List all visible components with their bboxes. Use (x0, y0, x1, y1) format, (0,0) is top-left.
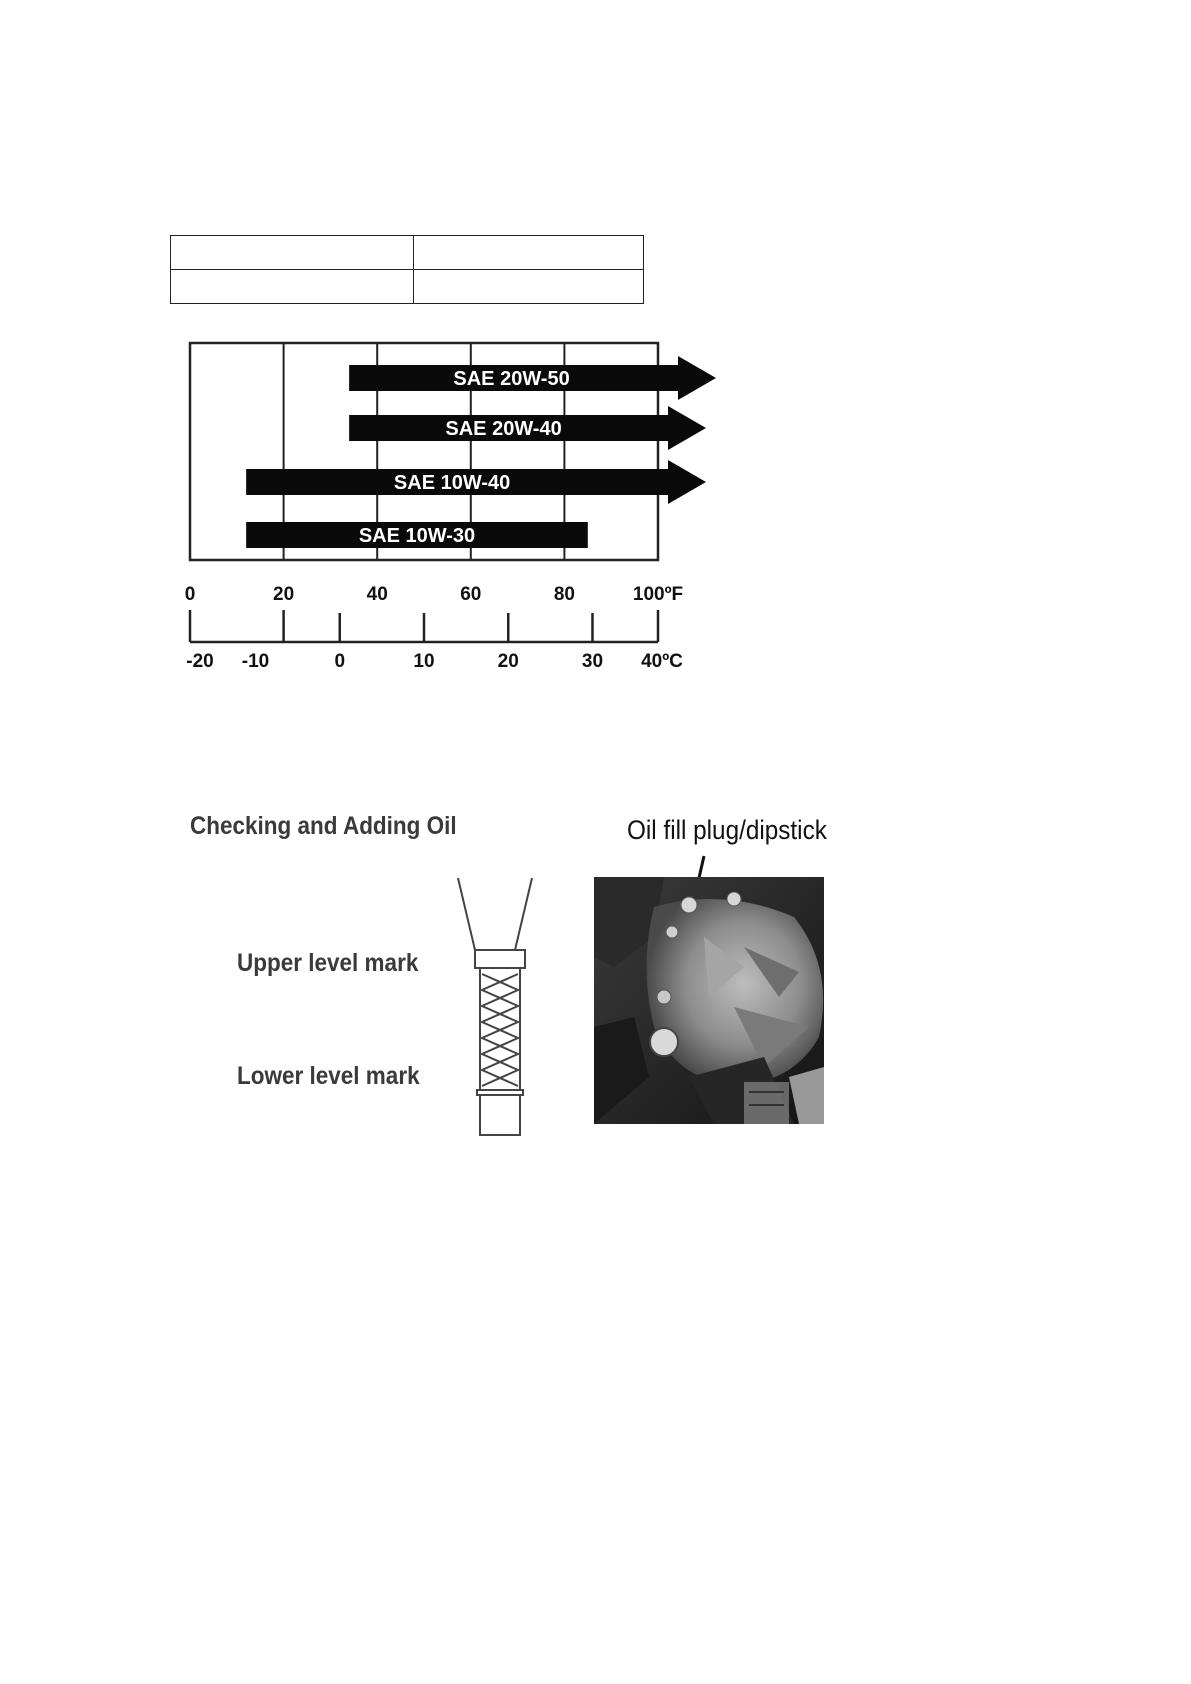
viscosity-bar-label: SAE 10W-30 (358, 525, 476, 547)
bar-arrowhead (678, 356, 716, 400)
fahrenheit-tick-label: 40 (366, 584, 388, 605)
spec-table-cell (414, 270, 644, 304)
celsius-tick-label: 0 (334, 651, 346, 672)
viscosity-bar-label: SAE 20W-40 (445, 418, 562, 440)
fahrenheit-tick-label: 0 (184, 584, 196, 605)
viscosity-bar-label: SAE 10W-40 (393, 472, 511, 494)
spec-table (170, 235, 644, 304)
dipstick-figure-title: Checking and Adding Oil (190, 812, 457, 840)
fahrenheit-tick-label: 80 (553, 584, 575, 605)
celsius-tick-label: -20 (186, 651, 214, 672)
engine-photo-image (594, 877, 824, 1124)
bar-arrowhead (668, 460, 706, 504)
celsius-tick-label: 20 (497, 651, 519, 672)
spec-table-row (171, 236, 644, 270)
spec-table-cell (171, 236, 414, 270)
celsius-tick-label: -10 (241, 651, 270, 672)
fahrenheit-tick-label: 60 (460, 584, 482, 605)
fahrenheit-tick-label: 100ºF (632, 584, 684, 605)
engine-photo (594, 877, 824, 1124)
dipstick-icon (458, 878, 532, 1135)
celsius-tick-label: 40ºC (641, 651, 683, 672)
fahrenheit-tick-label: 20 (273, 584, 295, 605)
spec-table-cell (414, 236, 644, 270)
celsius-tick-label: 10 (413, 651, 435, 672)
viscosity-chart (170, 330, 730, 690)
spec-table-row (171, 270, 644, 304)
lower-level-mark-label: Lower level mark (237, 1062, 420, 1090)
bar-arrowhead (668, 406, 706, 450)
viscosity-bar-label: SAE 20W-50 (453, 368, 570, 390)
celsius-tick-label: 30 (581, 651, 604, 672)
oil-fill-plug-callout: Oil fill plug/dipstick (627, 815, 827, 845)
upper-level-mark-label: Upper level mark (237, 949, 419, 977)
spec-table-cell (171, 270, 414, 304)
